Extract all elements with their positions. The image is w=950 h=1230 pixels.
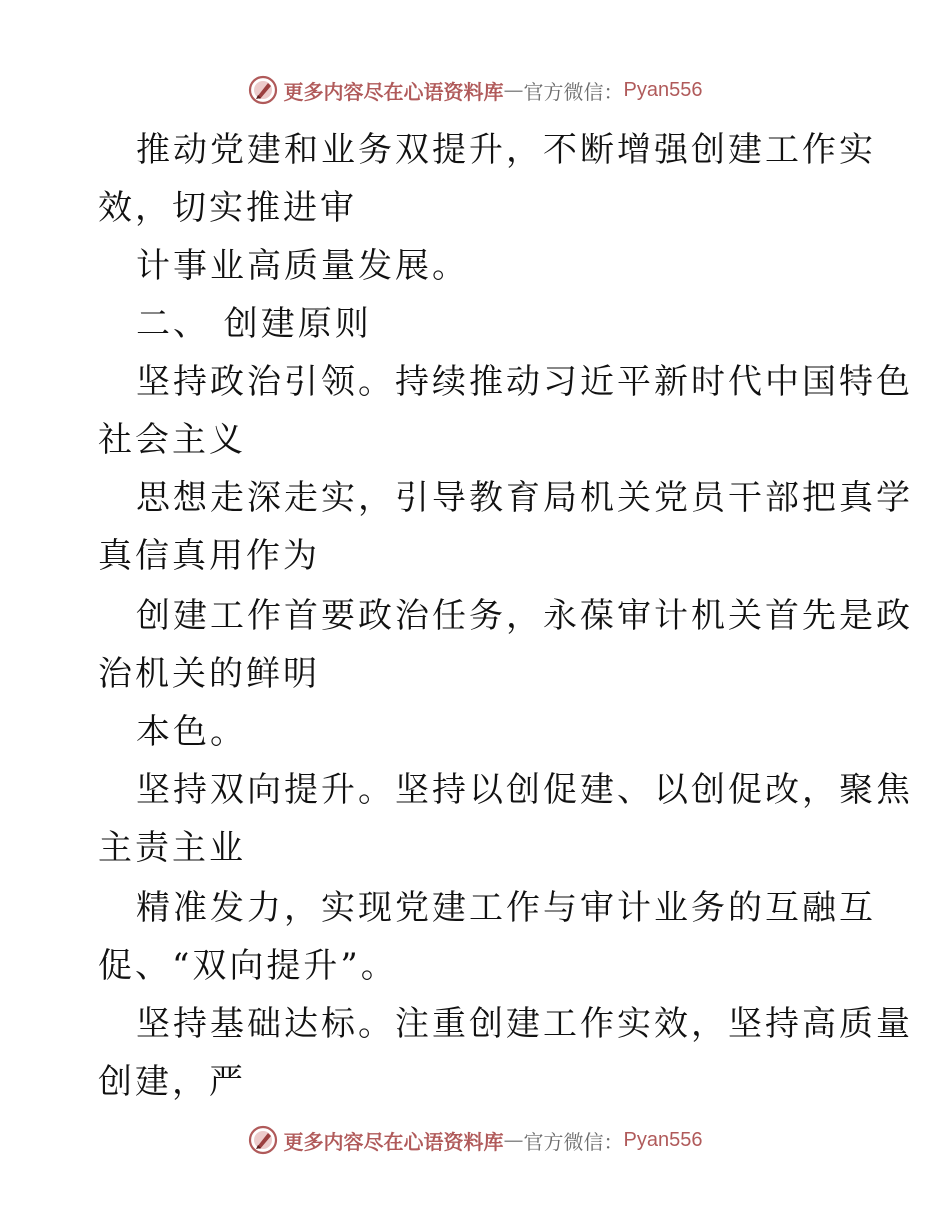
text-line: 创建工作首要政治任务，永葆审计机关首先是政 xyxy=(136,596,913,636)
watermark-wechat-id: Pyan556 xyxy=(623,78,703,101)
text-line: 创建，严 xyxy=(98,1062,246,1102)
watermark-separator: — xyxy=(503,78,524,102)
watermark-separator: — xyxy=(503,1128,524,1152)
header-watermark xyxy=(0,70,950,110)
text-line: 精准发力，实现党建工作与审计业务的互融互 xyxy=(136,888,876,928)
text-line: 推动党建和业务双提升，不断增强创建工作实 xyxy=(136,130,876,170)
text-line: 思想走深走实，引导教育局机关党员干部把真学 xyxy=(136,478,913,518)
section-heading: 二、 创建原则 xyxy=(136,304,372,344)
text-line: 社会主义 xyxy=(98,420,246,460)
text-line: 主责主业 xyxy=(98,828,246,868)
watermark-text: 更多内容尽在心语资料库 xyxy=(283,1129,504,1154)
text-line: 治机关的鲜明 xyxy=(98,654,320,694)
pen-nib-seal-icon xyxy=(248,75,278,105)
text-line: 效，切实推进审 xyxy=(98,188,357,228)
text-line: 本色。 xyxy=(136,712,247,752)
footer-watermark xyxy=(0,1120,950,1160)
text-line: 坚持政治引领。持续推动习近平新时代中国特色 xyxy=(136,362,913,402)
text-line: 计事业高质量发展。 xyxy=(136,246,469,286)
text-line: 坚持双向提升。坚持以创促建、以创促改，聚焦 xyxy=(136,770,913,810)
watermark-text: 更多内容尽在心语资料库 xyxy=(283,79,504,104)
pen-nib-seal-icon xyxy=(248,1125,278,1155)
text-line: 坚持基础达标。注重创建工作实效，坚持高质量 xyxy=(136,1004,913,1044)
watermark-wechat-id: Pyan556 xyxy=(623,1128,703,1151)
watermark-wechat-label: 官方微信： xyxy=(523,1129,624,1154)
watermark-wechat-label: 官方微信： xyxy=(523,79,624,104)
text-line: 促、“双向提升”。 xyxy=(98,946,398,986)
text-line: 真信真用作为 xyxy=(98,536,320,576)
